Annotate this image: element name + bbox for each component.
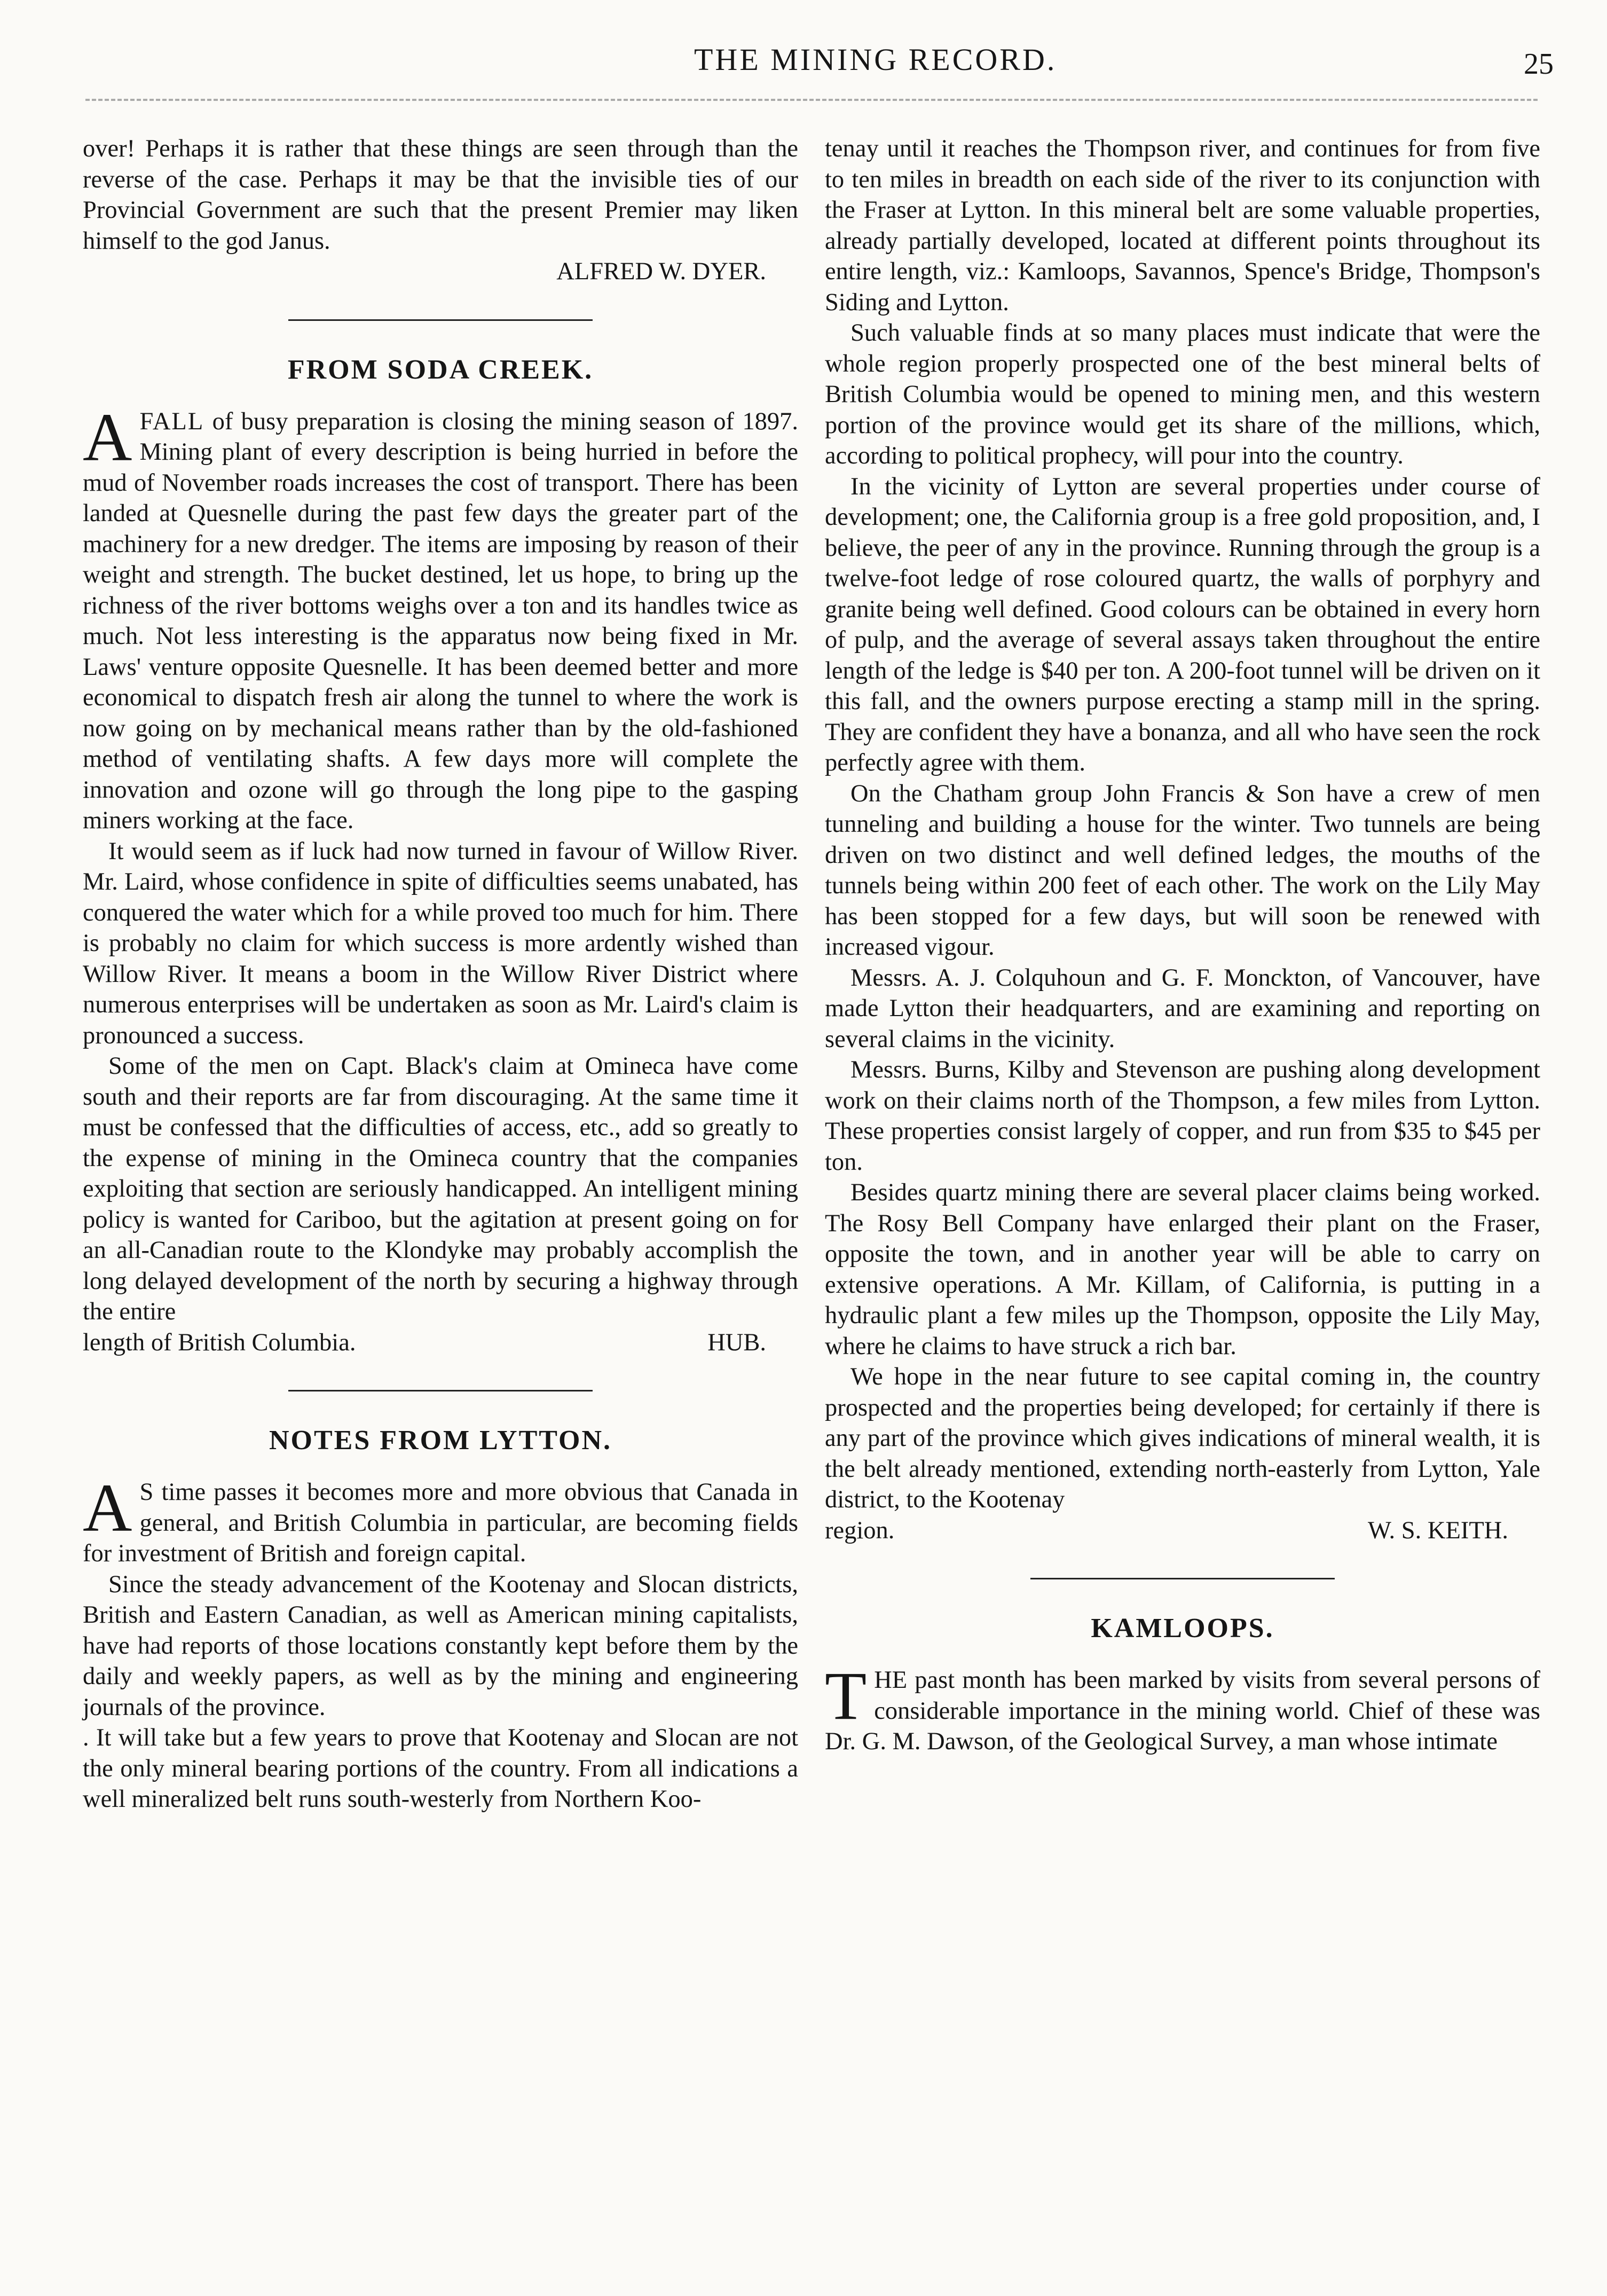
drop-cap: T <box>825 1658 867 1734</box>
paragraph-text: S time passes it becomes more and more obvious that Canada in general, and British Columbia in particular, are becoming fields for investment of British and foreign capital. <box>83 1479 798 1567</box>
soda-creek-title: FROM SODA CREEK. <box>287 354 594 385</box>
section-divider <box>288 1390 593 1391</box>
lead-word: FALL <box>139 407 204 435</box>
drop-cap: A <box>83 399 132 475</box>
closing-text: length of British Columbia. <box>83 1328 356 1356</box>
soda-creek-paragraph-1 <box>83 399 798 836</box>
kamloops-title: KAMLOOPS. <box>1091 1613 1274 1644</box>
lytton-paragraph-1 <box>83 1470 798 1569</box>
right-column <box>825 133 1540 1757</box>
lytton-cont-paragraph-2: Such valuable finds at so many places must indicate that were the whole region properly prospected one of the best mineral belts of British Columbia would be opened to mining men, and this western portion of the province would get its share of the millions, which, according to political prophecy, will pour into the country. <box>825 319 1540 469</box>
lytton-cont-paragraph-8: We hope in the near future to see capital coming in, the country prospected and the properties being developed; for certainly if there is any part of the province which gives indications of mineral wealth, it is the belt already mentioned, extending north-easterly from Lytton, Yale district, to the Kootenay <box>825 1363 1540 1513</box>
soda-creek-closing-line <box>83 1327 798 1358</box>
lytton-cont-paragraph-6: Messrs. Burns, Kilby and Stevenson are pushing along development work on their claims north of the Thompson, a few miles from Lytton. These properties consist largely of copper, and run from $35 to $45 per ton. <box>825 1056 1540 1176</box>
lytton-closing-line <box>825 1515 1540 1546</box>
paragraph-text: HE past month has been marked by visits from several persons of considerable importance in the mining world. Chief of these was Dr. G. M. Dawson, of the Geological Survey, a man whose intimate <box>825 1666 1540 1755</box>
section-divider <box>1030 1578 1335 1579</box>
soda-creek-paragraph-2: It would seem as if luck had now turned in favour of Willow River. Mr. Laird, whose confidence in spite of difficulties seems unabated, has conquered the water which for a while proved too much for him. There is probably no claim for which success is more ardently wished than Willow River. It means a boom in the Willow River District where numerous enterprises will be undertaken as soon as Mr. Laird's claim is pronounced a success. <box>83 837 798 1049</box>
closing-text: region. <box>825 1516 895 1544</box>
lytton-cont-paragraph-4: On the Chatham group John Francis & Son have a crew of men tunneling and building a house for the winter. Two tunnels are being driven on two distinct and well defined ledges, the mouths of the tunnels being within 200 feet of each other. The work on the Lily May has been stopped for a few days, but will soon be renewed with increased vigour. <box>825 780 1540 961</box>
section-divider <box>288 319 593 321</box>
lytton-cont-paragraph-7: Besides quartz mining there are several placer claims being worked. The Rosy Bell Company have enlarged their plant on the Fraser, opposite the town, and in another year will be able to carry on extensive operations. A Mr. Killam, of California, is putting in a hydraulic plant a few miles up the Thompson, opposite the Lily May, where he claims to have struck a rich bar. <box>825 1179 1540 1360</box>
lytton-title: NOTES FROM LYTTON. <box>269 1425 612 1456</box>
lytton-cont-paragraph-5: Messrs. A. J. Colquhoun and G. F. Monckton, of Vancouver, have made Lytton their headquarters, and are examining and reporting on several claims in the vicinity. <box>825 964 1540 1053</box>
intro-signature: ALFRED W. DYER. <box>556 258 766 285</box>
paragraph-text: of busy preparation is closing the mining season of 1897. Mining plant of every description is being hurried in before the mud of November roads increases the cost of transport. There has been landed at Quesnelle during the past few days the greater part of the machinery for a new dredger. The items are imposing by reason of their weight and strength. The bucket destined, let us hope, to bring up the richness of the river bottoms weighs over a ton and its handles twice as much. Not less interesting is the apparatus now being fixed in Mr. Laws' venture opposite Quesnelle. It has been deemed better and more economical to dispatch fresh air along the tunnel to where the work is now going on by mechanical means rather than by the old-fashioned method of ventilating shafts. A few days more will complete the innovation and ozone will go through the long pipe to the gasping miners working at the face. <box>83 407 798 834</box>
drop-cap: A <box>83 1470 132 1546</box>
left-column <box>83 133 798 1815</box>
soda-creek-signature: HUB. <box>707 1328 766 1356</box>
intro-paragraph: over! Perhaps it is rather that these things are seen through than the reverse of the case. Perhaps it may be that the invisible ties of our Provincial Government are such that the present Premier may liken himself to the god Janus. <box>83 135 798 255</box>
lytton-paragraph-3: . It will take but a few years to prove that Kootenay and Slocan are not the only mineral bearing portions of the country. From all indications a well mineralized belt runs south-westerly from Northern Koo- <box>83 1724 798 1813</box>
soda-creek-paragraph-3: Some of the men on Capt. Black's claim at Omineca have come south and their reports are far from discouraging. At the same time it must be confessed that the difficulties of access, etc., add so greatly to the expense of mining in the Omineca country that the companies exploiting that section are seriously handicapped. An intelligent mining policy is wanted for Cariboo, but the agitation at present going on for an all-Canadian route to the Klondyke may probably accomplish the long delayed development of the north by securing a highway through the entire <box>83 1052 798 1325</box>
lytton-paragraph-2: Since the steady advancement of the Kootenay and Slocan districts, British and Eastern Canadian, as well as American mining capitalists, have had reports of those locations constantly kept before them by the daily and weekly papers, as well as by the mining and engineering journals of the province. <box>83 1570 798 1721</box>
page-number: 25 <box>1524 48 1554 81</box>
kamloops-paragraph-1 <box>825 1658 1540 1757</box>
lytton-cont-paragraph-1: tenay until it reaches the Thompson river, and continues for from five to ten miles in breadth on each side of the river to its conjunction with the Fraser at Lytton. In this mineral belt are some valuable properties, already partially developed, located at different points throughout its entire length, viz.: Kamloops, Savannos, Spence's Bridge, Thompson's Siding and Lytton. <box>825 135 1540 316</box>
running-header <box>80 42 1554 84</box>
header-rule <box>85 99 1538 101</box>
journal-title: THE MINING RECORD. <box>694 42 1057 77</box>
lytton-cont-paragraph-3: In the vicinity of Lytton are several properties under course of development; one, the California group is a free gold proposition, and, I believe, the peer of any in the province. Running through the group is a twelve-foot ledge of rose coloured quartz, the walls of porphyry and granite being well defined. Good colours can be obtained in every horn of pulp, and the average of several assays taken throughout the entire length of the ledge is $40 per ton. A 200-foot tunnel will be driven on it this fall, and the owners purpose erecting a stamp mill in the spring. They are confident they have a bonanza, and all who have seen the rock perfectly agree with them. <box>825 473 1540 776</box>
lytton-signature: W. S. KEITH. <box>1367 1516 1508 1544</box>
